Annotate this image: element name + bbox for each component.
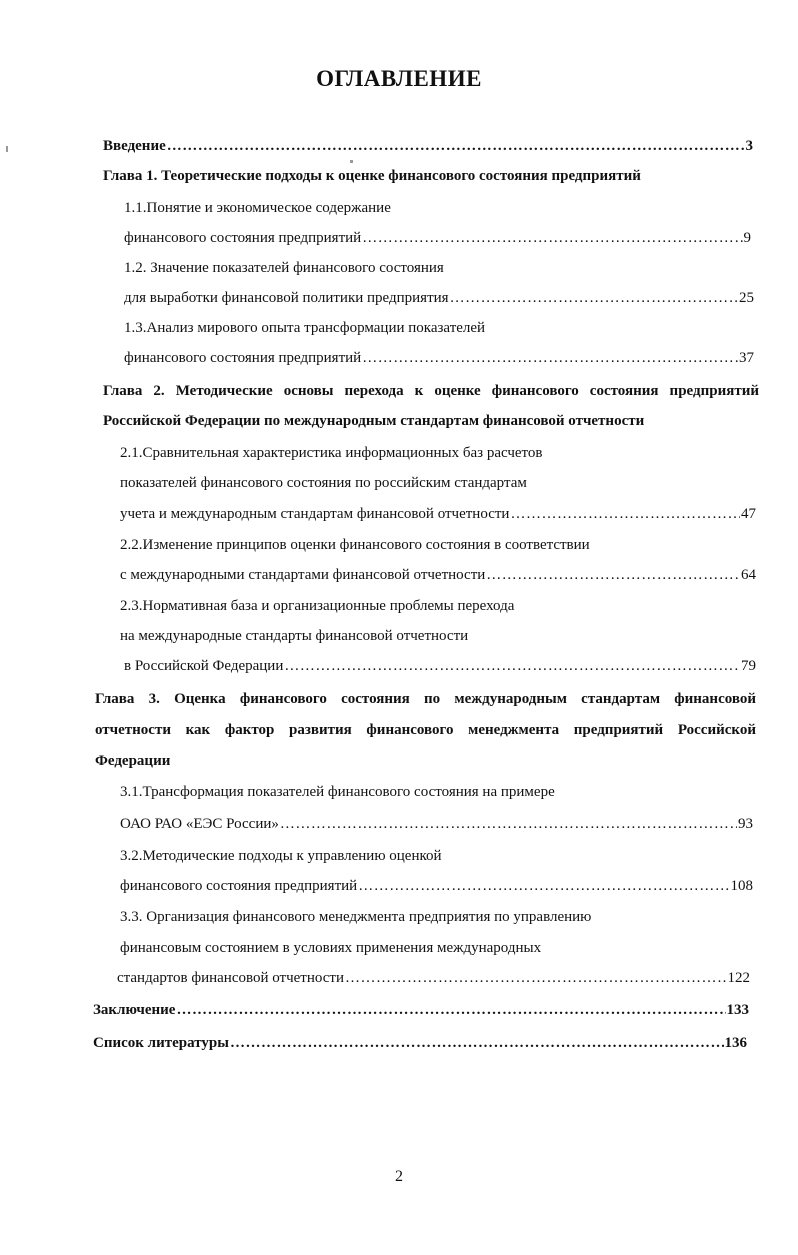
toc-entry-label: финансового состояния предприятий	[124, 230, 362, 246]
toc-entry-3-1	[120, 813, 753, 835]
toc-entry-3-3	[117, 967, 750, 989]
dot-leader	[358, 875, 729, 897]
chapter-3-heading-line3: Федерации	[95, 753, 171, 769]
toc-entry-label: с международными стандартами финансовой отчетности	[120, 567, 486, 583]
toc-page-number: 25	[739, 290, 754, 306]
toc-entry-1-2	[124, 287, 754, 309]
section-2-3-line1: 2.3.Нормативная база и организационные проблемы перехода	[120, 598, 515, 614]
toc-entry-label: Заключение	[93, 1002, 176, 1018]
section-3-2-line1: 3.2.Методические подходы к управлению оценкой	[120, 848, 442, 864]
toc-page-number: 64	[741, 567, 756, 583]
dot-leader	[167, 135, 745, 157]
toc-entry-label: для выработки финансовой политики предприятия	[124, 290, 449, 306]
toc-page-number: 47	[741, 506, 756, 522]
toc-entry-2-1	[120, 503, 756, 525]
dot-leader	[176, 999, 725, 1021]
section-2-1-line1: 2.1.Сравнительная характеристика информационных баз расчетов	[120, 445, 543, 461]
toc-entry-label: учета и международным стандартам финансовой отчетности	[120, 506, 510, 522]
toc-entry-label: Список литературы	[93, 1035, 229, 1051]
toc-page-number: 133	[726, 1002, 749, 1018]
toc-page-number: 93	[738, 816, 753, 832]
dot-leader	[280, 813, 737, 835]
toc-page-number: 37	[739, 350, 754, 366]
chapter-3-heading-line2: отчетности как фактор развития финансового менеджмента предприятий Российской	[95, 722, 756, 738]
section-2-2-line1: 2.2.Изменение принципов оценки финансового состояния в соответствии	[120, 537, 590, 553]
section-2-3-line2: на международные стандарты финансовой отчетности	[120, 628, 469, 644]
toc-page-number: 79	[741, 658, 756, 674]
dot-leader	[450, 287, 738, 309]
toc-entry-references	[93, 1032, 747, 1054]
toc-page-number: 136	[724, 1035, 747, 1051]
toc-page-number: 108	[730, 878, 753, 894]
scan-artifact	[350, 160, 353, 163]
toc-entry-intro	[103, 135, 753, 157]
toc-entry-label: финансового состояния предприятий	[124, 350, 362, 366]
toc-entry-conclusion	[93, 999, 749, 1021]
section-3-1-line1: 3.1.Трансформация показателей финансового состояния на примере	[120, 784, 555, 800]
dot-leader	[230, 1032, 724, 1054]
toc-entry-3-2	[120, 875, 753, 897]
toc-entry-2-3	[124, 655, 756, 677]
dot-leader	[362, 227, 742, 249]
toc-entry-label: ОАО РАО «ЕЭС России»	[120, 816, 279, 832]
section-2-1-line2: показателей финансового состояния по российским стандартам	[120, 475, 527, 491]
toc-page-number: 122	[727, 970, 750, 986]
toc-entry-label: в Российской Федерации	[124, 658, 284, 674]
dot-leader	[510, 503, 740, 525]
page-number: 2	[395, 1168, 403, 1185]
section-3-3-line1: 3.3. Организация финансового менеджмента предприятия по управлению	[120, 909, 592, 925]
toc-entry-2-2	[120, 564, 756, 586]
section-1-1-line1: 1.1.Понятие и экономическое содержание	[124, 200, 391, 216]
page-title: ОГЛАВЛЕНИЕ	[316, 66, 482, 91]
scan-artifact	[6, 146, 8, 152]
dot-leader	[362, 347, 738, 369]
toc-entry-label: финансового состояния предприятий	[120, 878, 358, 894]
section-1-2-line1: 1.2. Значение показателей финансового состояния	[124, 260, 444, 276]
chapter-3-heading-line1: Глава 3. Оценка финансового состояния по международным стандартам финансовой	[95, 691, 756, 707]
toc-entry-1-1	[124, 227, 751, 249]
toc-entry-label: Введение	[103, 138, 166, 154]
section-1-3-line1: 1.3.Анализ мирового опыта трансформации показателей	[124, 320, 486, 336]
dot-leader	[345, 967, 727, 989]
dot-leader	[486, 564, 740, 586]
toc-page-number: 3	[745, 138, 753, 154]
toc-page-number: 9	[743, 230, 751, 246]
toc-entry-1-3	[124, 347, 754, 369]
section-3-3-line2: финансовым состоянием в условиях применения международных	[120, 940, 542, 956]
toc-entry-label: стандартов финансовой отчетности	[117, 970, 344, 986]
chapter-1-heading: Глава 1. Теоретические подходы к оценке финансового состояния предприятий	[103, 168, 641, 184]
chapter-2-heading-line2: Российской Федерации по международным стандартам финансовой отчетности	[103, 413, 645, 429]
chapter-2-heading-line1: Глава 2. Методические основы перехода к оценке финансового состояния предприятий	[103, 383, 759, 399]
dot-leader	[284, 655, 740, 677]
